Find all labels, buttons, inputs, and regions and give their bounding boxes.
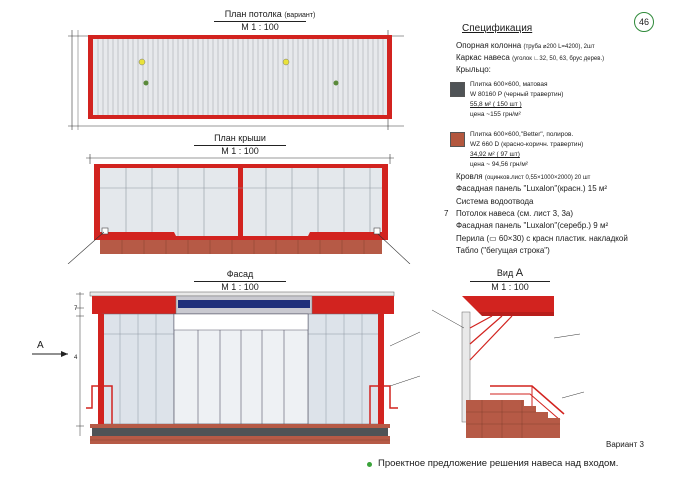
ceiling-plan-title-text: План потолка [224, 9, 282, 19]
tile2-line1: Плитка 600×600,"Better", полиров. [470, 131, 574, 138]
tile1-line2: W 80160 P (черный травертин) [470, 91, 564, 98]
spec-ceiling: Потолок навеса (см. лист 3, 3а) [456, 209, 574, 218]
spec-display: Табло ("бегущая строка") [456, 246, 550, 255]
spec-drain: Система водоотвода [456, 197, 534, 206]
tile2-line3: 34,92 м² ( 97 шт) [470, 151, 520, 158]
facade-title: Фасад [226, 269, 254, 279]
roof-plan-drawing [56, 152, 416, 264]
spec-ceiling-num: 7 [444, 209, 449, 218]
caption: Проектное предложение решения навеса над входом. [378, 458, 619, 469]
spec-porch-label: Крыльцо: [456, 65, 491, 74]
spec-railing: Перила (▭ 60×30) с красн пластик. накладкой [456, 234, 628, 243]
view-a-title-text: Вид [496, 268, 514, 278]
spec-frame-note: (уголок ∟32, 50, 63, брус дерев.) [512, 56, 605, 62]
facade-dim-label-height: 4 [74, 355, 78, 361]
view-a-title-letter: А [515, 267, 524, 279]
facade-drawing [28, 286, 428, 456]
ceiling-plan-scale: М 1 : 100 [214, 21, 306, 32]
variant-label: Вариант 3 [606, 440, 644, 449]
spec-column-line [456, 42, 595, 50]
spec-roofing-text: Кровля [456, 172, 483, 181]
ceiling-plan-title [190, 10, 350, 19]
roof-plan-scale: М 1 : 100 [194, 145, 286, 156]
view-a-title [480, 268, 540, 279]
spec-roofing-note: (оцинков.лист 0,55×1000×2000) 20 шт [484, 175, 591, 181]
view-a-scale: М 1 : 100 [470, 281, 550, 292]
caption-bullet-icon [367, 462, 372, 467]
spec-column-text: Опорная колонна [456, 41, 522, 50]
view-a-drawing [432, 288, 592, 448]
spec-facade-panel-red: Фасадная панель "Luxalon"(красн.) 15 м² [456, 184, 608, 193]
tile2-line2: WZ 660 D (красно-коричн. травертин) [470, 141, 584, 148]
spec-heading: Спецификация [462, 23, 533, 34]
ceiling-plan-drawing [58, 22, 410, 134]
tile2-swatch [450, 132, 465, 147]
spec-roofing-line [456, 173, 590, 181]
facade-section-arrow-label: А [37, 340, 44, 351]
tile1-swatch [450, 82, 465, 97]
tile1-line3: 55,8 м² ( 150 шт ) [470, 101, 522, 108]
spec-facade-panel-silver: Фасадная панель "Luxalon"(серебр.) 9 м² [456, 221, 609, 230]
facade-scale: М 1 : 100 [194, 281, 286, 292]
spec-column-note: (труба ⌀200 L=4200), 2шт [523, 44, 595, 50]
tile2-line4: цена ~ 94,56 грн/м² [470, 161, 528, 168]
tile1-line4: цена ~155 грн/м² [470, 111, 521, 118]
page-number-badge: 46 [634, 12, 654, 32]
spec-frame-text: Каркас навеса [456, 53, 510, 62]
spec-frame-line [456, 54, 604, 62]
tile1-line1: Плитка 600×600, матовая [470, 81, 548, 88]
ceiling-plan-title-note: (вариант) [284, 12, 316, 19]
facade-dim-label-top: 7 [74, 306, 78, 312]
roof-plan-title: План крыши [214, 133, 266, 143]
